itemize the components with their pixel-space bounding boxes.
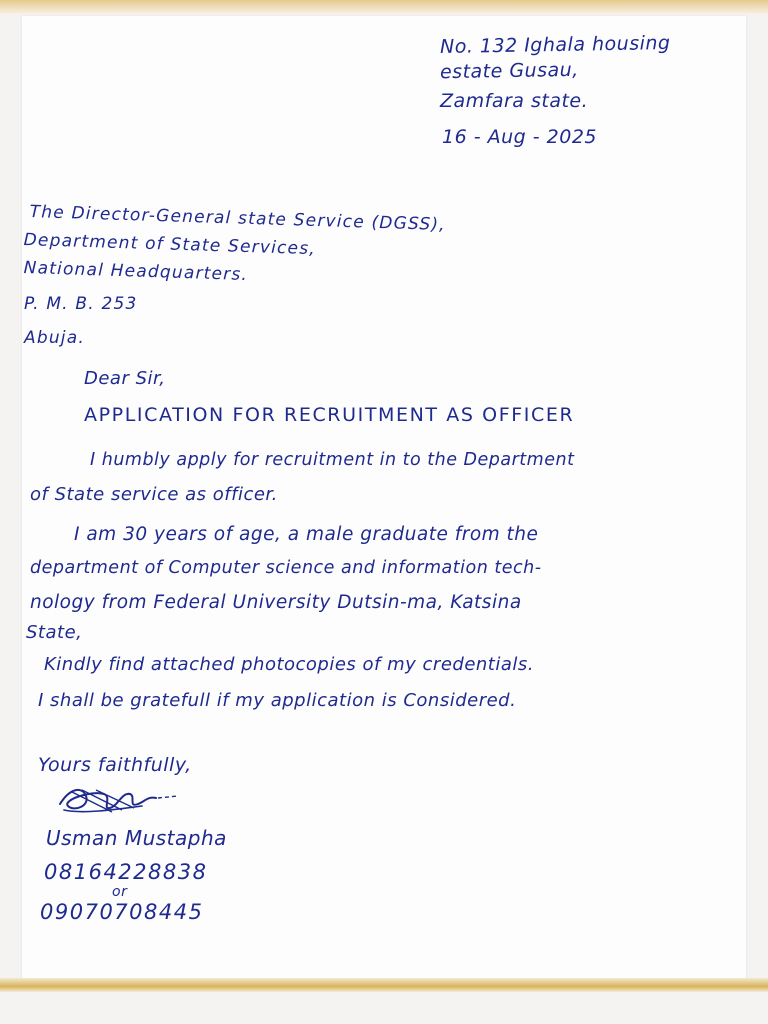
letter-subject: APPLICATION FOR RECRUITMENT AS OFFICER xyxy=(84,404,575,426)
body-p1-line-1: I humbly apply for recruitment in to the Department xyxy=(90,450,575,470)
phone-number-2: 09070708445 xyxy=(40,900,204,924)
sender-address-line-3: Zamfara state. xyxy=(440,90,589,112)
paper-bottom-edge xyxy=(0,978,768,992)
body-p2-line-4: State, xyxy=(26,622,83,643)
body-p1-line-2: of State service as officer. xyxy=(30,484,278,505)
body-p3: Kindly find attached photocopies of my credentials. xyxy=(44,654,534,675)
recipient-line-2: Department of State Services, xyxy=(23,230,317,260)
sender-address-line-2: estate Gusau, xyxy=(439,58,579,84)
sender-address-line-1: No. 132 Ighala housing xyxy=(439,31,671,59)
recipient-line-5: Abuja. xyxy=(24,328,85,348)
body-p2-line-2: department of Computer science and information tech- xyxy=(30,558,542,578)
body-p2-line-1: I am 30 years of age, a male graduate from the xyxy=(74,524,539,545)
closing: Yours faithfully, xyxy=(38,754,192,776)
recipient-line-3: National Headquarters. xyxy=(23,258,249,286)
paper-top-edge xyxy=(0,0,768,14)
salutation: Dear Sir, xyxy=(84,368,166,389)
body-p2-line-3: nology from Federal University Dutsin-ma, Katsina xyxy=(30,592,522,613)
phone-number-1: 08164228838 xyxy=(44,860,208,884)
handwritten-signature xyxy=(52,780,182,820)
body-p4: I shall be gratefull if my application is Considered. xyxy=(38,690,517,711)
signature-name: Usman Mustapha xyxy=(46,826,227,850)
recipient-line-1: The Director-General state Service (DGSS), xyxy=(29,202,447,236)
recipient-line-4: P. M. B. 253 xyxy=(24,294,138,314)
phone-or: or xyxy=(112,884,128,900)
letter-date: 16 - Aug - 2025 xyxy=(442,126,598,148)
